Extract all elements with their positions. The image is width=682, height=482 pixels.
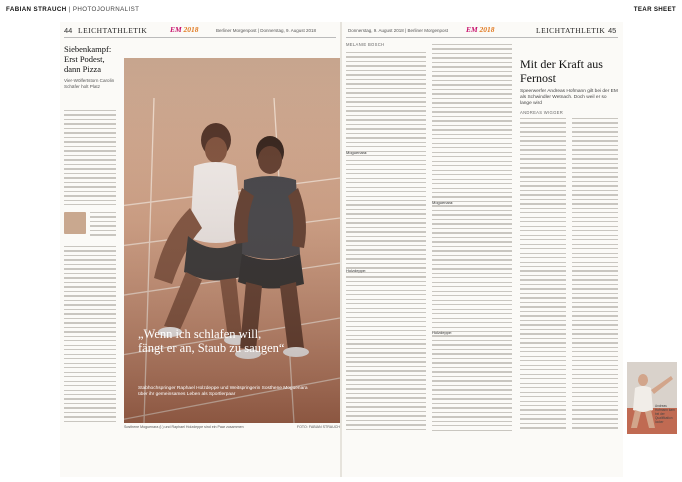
em-logo-text: EM — [170, 25, 182, 34]
article-intro: Stabhochspringer Raphael Holzdeppe und Weitspringerin Sosthene Moguenara über ihr gemeinsames Leben als Sportlerpaar — [138, 386, 308, 398]
right-dateline: Donnerstag, 9. August 2018 | Berliner Morgenpost — [348, 28, 448, 33]
side-story-text-top — [64, 110, 116, 210]
photo-credit: FOTO: FABIAN STRAUCH — [296, 425, 340, 429]
right-page-number: 45 — [608, 26, 617, 35]
side-article-column-1 — [520, 118, 566, 432]
photographer-brand: FABIAN STRAUCH | PHOTOJOURNALIST — [6, 6, 140, 13]
side-story-text-wrap — [90, 212, 116, 242]
speaker-label: Holzdeppe: — [346, 268, 367, 273]
em-logo-year: 2018 — [183, 25, 199, 34]
speaker-label: Moguenara: — [346, 150, 368, 155]
side-article-byline: ANDREAS WIGGER — [520, 110, 564, 115]
side-article-column-2 — [572, 118, 618, 432]
page-gutter — [340, 22, 342, 477]
interview-column-2 — [432, 44, 512, 432]
javelin-photo-caption: Andreas Hofmann kam bei der Qualifikation locker — [655, 404, 675, 424]
right-page-header — [346, 26, 618, 38]
left-section-title: LEICHTATHLETIK — [78, 26, 148, 35]
side-article-headline: Mit der Kraft aus Fernost — [520, 57, 603, 85]
speaker-label: Moguenara: — [432, 200, 454, 205]
side-story-text-bottom — [64, 246, 116, 432]
interview-column-1 — [346, 52, 426, 432]
speaker-label: Holzdeppe: — [432, 330, 453, 335]
interview-byline: MELANIE BOSCH — [346, 42, 385, 47]
couple-portrait-photo — [124, 58, 340, 423]
brand-role: PHOTOJOURNALIST — [72, 6, 140, 13]
tear-sheet-label: TEAR SHEET — [633, 6, 676, 13]
side-story-headline: Siebenkampf: Erst Podest, dann Pizza — [64, 44, 112, 74]
em-logo-text: EM — [466, 25, 478, 34]
brand-name: FABIAN STRAUCH — [6, 6, 67, 13]
pull-quote-headline: „Wenn ich schlafen will, fängt er an, Staub zu saugen“ — [138, 327, 285, 355]
tear-sheet-header — [0, 0, 682, 22]
side-story — [64, 44, 116, 90]
em-logo-year: 2018 — [479, 25, 495, 34]
left-em-logo — [170, 25, 199, 34]
left-page-number: 44 — [64, 26, 73, 35]
left-dateline: Berliner Morgenpost | Donnerstag, 9. August 2018 — [216, 28, 316, 33]
running-track-photo-illustration — [124, 58, 340, 423]
left-page-header — [64, 26, 336, 38]
photo-caption-text: Sosthene Moguenara (l.) und Raphael Holzdeppe sind ein Paar zusammen — [124, 425, 244, 429]
right-em-logo — [466, 25, 495, 34]
photo-caption — [124, 425, 340, 429]
side-article-subline: Speerwerfer Andreas Hofmann gilt bei der EM als Schwindler Wetnach. Doch weil er so lange wird — [520, 89, 618, 106]
right-section-title: LEICHTATHLETIK — [536, 26, 606, 35]
side-story-subline: Vier-Wölfertstorn Carolin Schäfer holt Platz — [64, 78, 115, 89]
athlete-mini-portrait — [64, 212, 86, 234]
